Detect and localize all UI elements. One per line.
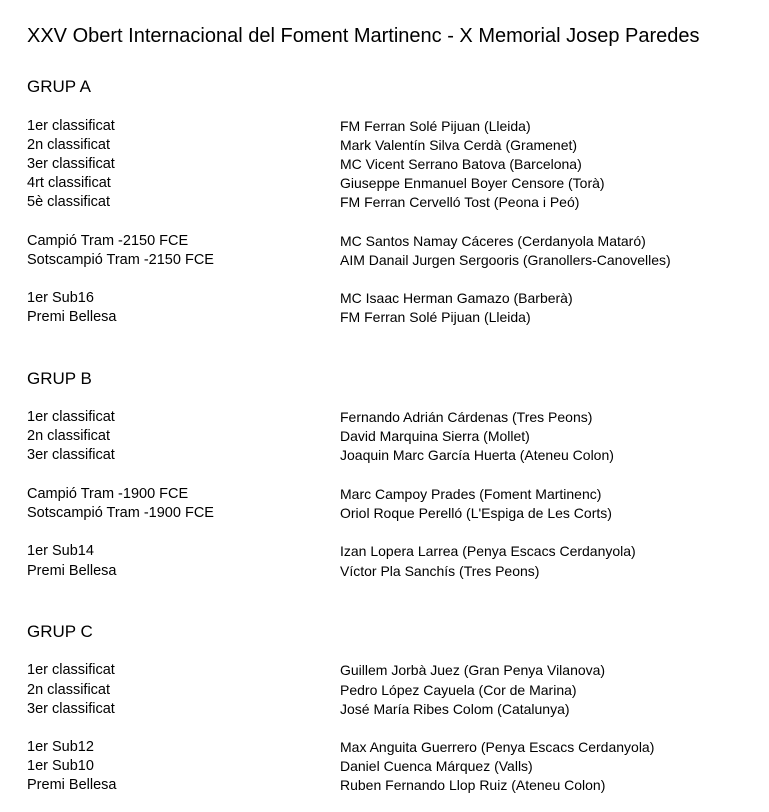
award-label: Sotscampió Tram -2150 FCE xyxy=(27,252,214,268)
award-label: 1er Sub14 xyxy=(27,543,94,559)
winner-name: MC Isaac Herman Gamazo (Barberà) xyxy=(340,290,573,306)
award-label: Campió Tram -2150 FCE xyxy=(27,233,189,249)
result-row xyxy=(27,308,757,327)
award-label: 3er classificat xyxy=(27,701,115,717)
award-label: 3er classificat xyxy=(27,447,115,463)
result-row xyxy=(27,681,757,700)
winner-name: Guillem Jorbà Juez (Gran Penya Vilanova) xyxy=(340,662,606,678)
winner-name: Max Anguita Guerrero (Penya Escacs Cerdanyola) xyxy=(340,739,655,755)
result-row xyxy=(27,408,757,427)
award-label: Sotscampió Tram -1900 FCE xyxy=(27,505,214,521)
result-row xyxy=(27,232,757,251)
winner-name: FM Ferran Cervelló Tost (Peona i Peó) xyxy=(340,194,580,210)
result-row xyxy=(27,155,757,174)
award-label: 1er classificat xyxy=(27,409,115,425)
award-label: Premi Bellesa xyxy=(27,777,117,793)
result-row xyxy=(27,700,757,719)
award-label: 1er Sub10 xyxy=(27,758,94,774)
result-row xyxy=(27,136,757,155)
winner-name: David Marquina Sierra (Mollet) xyxy=(340,428,530,444)
winner-name: Joaquin Marc García Huerta (Ateneu Colon) xyxy=(340,447,614,463)
page-title: XXV Obert Internacional del Foment Martinenc - X Memorial Josep Paredes xyxy=(27,25,700,47)
result-row xyxy=(27,427,757,446)
result-row xyxy=(27,174,757,193)
winner-name: Marc Campoy Prades (Foment Martinenc) xyxy=(340,486,602,502)
award-label: Premi Bellesa xyxy=(27,309,117,325)
winner-name: AIM Danail Jurgen Sergooris (Granollers-Canovelles) xyxy=(340,252,671,268)
winner-name: Izan Lopera Larrea (Penya Escacs Cerdanyola) xyxy=(340,543,636,559)
award-label: 4rt classificat xyxy=(27,175,111,191)
group-heading-a: GRUP A xyxy=(27,77,91,96)
winner-name: FM Ferran Solé Pijuan (Lleida) xyxy=(340,309,531,325)
winner-name: Mark Valentín Silva Cerdà (Gramenet) xyxy=(340,137,578,153)
winner-name: Oriol Roque Perelló (L'Espiga de Les Corts) xyxy=(340,505,612,521)
award-label: 3er classificat xyxy=(27,156,115,172)
award-label: 2n classificat xyxy=(27,428,111,444)
winner-name: Ruben Fernando Llop Ruiz (Ateneu Colon) xyxy=(340,777,606,793)
group-heading-b: GRUP B xyxy=(27,369,92,388)
result-row xyxy=(27,757,757,776)
result-row xyxy=(27,446,757,465)
result-row xyxy=(27,542,757,561)
winner-name: MC Santos Namay Cáceres (Cerdanyola Mataró) xyxy=(340,233,646,249)
result-row xyxy=(27,117,757,136)
winner-name: Giuseppe Enmanuel Boyer Censore (Torà) xyxy=(340,175,605,191)
result-row xyxy=(27,289,757,308)
winner-name: José María Ribes Colom (Catalunya) xyxy=(340,701,570,717)
award-label: 1er Sub12 xyxy=(27,739,94,755)
result-row xyxy=(27,193,757,212)
award-label: Premi Bellesa xyxy=(27,563,117,579)
award-label: 2n classificat xyxy=(27,137,111,153)
result-row xyxy=(27,776,757,795)
award-label: 5è classificat xyxy=(27,194,111,210)
result-row xyxy=(27,504,757,523)
award-label: Campió Tram -1900 FCE xyxy=(27,486,189,502)
winner-name: FM Ferran Solé Pijuan (Lleida) xyxy=(340,118,531,134)
result-row xyxy=(27,661,757,680)
group-heading-c: GRUP C xyxy=(27,622,93,641)
award-label: 1er Sub16 xyxy=(27,290,94,306)
winner-name: Víctor Pla Sanchís (Tres Peons) xyxy=(340,563,540,579)
winner-name: Pedro López Cayuela (Cor de Marina) xyxy=(340,682,577,698)
winner-name: MC Vicent Serrano Batova (Barcelona) xyxy=(340,156,582,172)
award-label: 1er classificat xyxy=(27,118,115,134)
award-label: 2n classificat xyxy=(27,682,111,698)
result-row xyxy=(27,738,757,757)
result-row xyxy=(27,251,757,270)
winner-name: Daniel Cuenca Márquez (Valls) xyxy=(340,758,533,774)
winner-name: Fernando Adrián Cárdenas (Tres Peons) xyxy=(340,409,593,425)
result-row xyxy=(27,485,757,504)
award-label: 1er classificat xyxy=(27,662,115,678)
result-row xyxy=(27,562,757,581)
